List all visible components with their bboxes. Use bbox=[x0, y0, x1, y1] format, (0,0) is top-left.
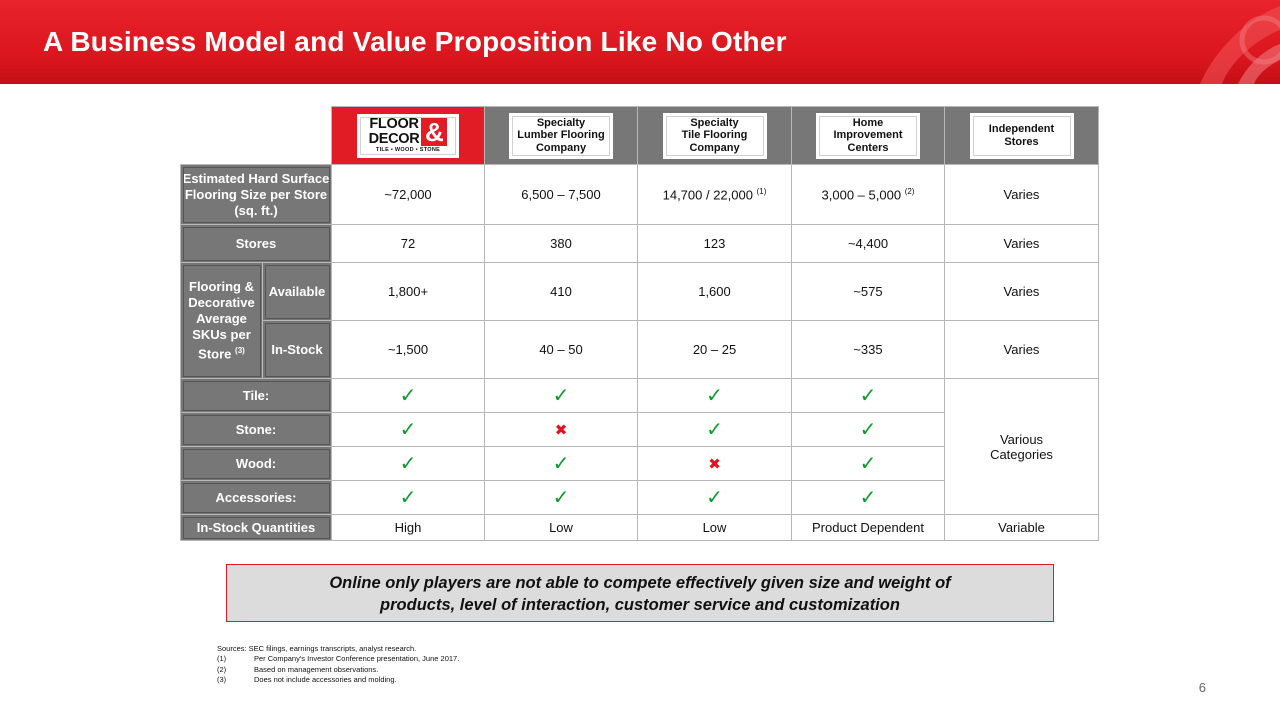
logo-floor-text: FLOOR bbox=[369, 116, 419, 133]
instock-value: 40 – 50 bbox=[485, 321, 638, 379]
row-skus-available bbox=[181, 263, 1099, 321]
logo-decor-text: DECOR bbox=[368, 130, 420, 147]
header-lumber-line3: Company bbox=[535, 141, 587, 154]
title-banner bbox=[0, 0, 1280, 84]
stores-value: 72 bbox=[332, 225, 485, 263]
row-label-stone: Stone: bbox=[181, 413, 332, 447]
accessories-mark-cell bbox=[332, 481, 485, 515]
checkmark-icon: ✓ bbox=[552, 486, 570, 509]
row-stores bbox=[181, 225, 1099, 263]
footnote-number: (2) bbox=[217, 664, 227, 674]
footnote-marker: (1) bbox=[756, 186, 767, 196]
logo-ampersand: & bbox=[421, 118, 447, 146]
size-value-text: 3,000 – 5,000 bbox=[821, 187, 902, 203]
decorative-swoosh-graphic bbox=[1160, 0, 1280, 84]
row-skus-instock bbox=[181, 321, 1099, 379]
wood-mark-cell bbox=[638, 447, 792, 481]
size-value-tile bbox=[638, 165, 792, 225]
footnote-marker: (3) bbox=[235, 345, 245, 355]
skus-label-line1: Flooring & bbox=[189, 278, 254, 294]
stores-value: 123 bbox=[638, 225, 792, 263]
tile-mark-cell bbox=[792, 379, 945, 413]
page-title: A Business Model and Value Proposition Like No Other bbox=[43, 26, 787, 57]
size-value-text: Varies bbox=[1003, 187, 1040, 202]
available-value: 410 bbox=[485, 263, 638, 321]
accessories-mark-cell bbox=[638, 481, 792, 515]
size-value-lumber bbox=[485, 165, 638, 225]
callout-line1: Online only players are not able to compete effectively given size and weight of bbox=[329, 574, 951, 592]
checkmark-icon: ✓ bbox=[706, 486, 723, 509]
size-value-home bbox=[792, 165, 945, 225]
footnote-text: Per Company's Investor Conference presentation, June 2017. bbox=[254, 654, 460, 664]
size-value-text: 6,500 – 7,500 bbox=[521, 187, 601, 202]
instock-value: ~335 bbox=[792, 321, 945, 379]
instock-value: ~1,500 bbox=[332, 321, 485, 379]
various-text: Various bbox=[999, 431, 1044, 447]
accessories-mark-cell bbox=[792, 481, 945, 515]
checkmark-icon: ✓ bbox=[399, 384, 417, 407]
tile-mark-cell bbox=[638, 379, 792, 413]
checkmark-icon: ✓ bbox=[859, 486, 877, 509]
row-label-accessories: Accessories: bbox=[181, 481, 332, 515]
header-tile-box bbox=[663, 113, 767, 159]
header-tile-line1: Specialty bbox=[690, 116, 739, 129]
header-home-line2: Improvement bbox=[833, 129, 903, 142]
row-flooring-size bbox=[181, 165, 1099, 225]
floor-decor-logo-box bbox=[357, 114, 459, 158]
header-independent-line1: Independent bbox=[988, 123, 1055, 135]
row-label-tile: Tile: bbox=[181, 379, 332, 413]
header-independent bbox=[945, 107, 1099, 165]
size-value-floor-decor bbox=[332, 165, 485, 225]
tile-mark-cell bbox=[332, 379, 485, 413]
header-home-box bbox=[816, 113, 920, 159]
stores-value: ~4,400 bbox=[792, 225, 945, 263]
cross-icon: ✖ bbox=[708, 455, 721, 473]
size-label-line3: (sq. ft.) bbox=[234, 202, 278, 218]
checkmark-icon: ✓ bbox=[399, 418, 417, 441]
cross-icon: ✖ bbox=[554, 421, 568, 439]
header-independent-box bbox=[970, 113, 1074, 159]
categories-text: Categories bbox=[990, 446, 1053, 462]
header-tile-line3: Company bbox=[689, 141, 740, 154]
checkmark-icon: ✓ bbox=[399, 486, 417, 509]
checkmark-icon: ✓ bbox=[859, 452, 877, 475]
quantities-value: Low bbox=[485, 515, 638, 541]
header-lumber-line2: Lumber Flooring bbox=[517, 129, 605, 142]
instock-value: 20 – 25 bbox=[638, 321, 792, 379]
skus-label-line4: SKUs per bbox=[192, 326, 251, 342]
footnote-number: (3) bbox=[217, 674, 227, 684]
checkmark-icon: ✓ bbox=[706, 418, 723, 441]
size-label-line2: Flooring Size per Store bbox=[184, 186, 328, 202]
page-number: 6 bbox=[1198, 680, 1206, 695]
tile-mark-cell bbox=[485, 379, 638, 413]
stores-value: 380 bbox=[485, 225, 638, 263]
stone-mark-cell bbox=[485, 413, 638, 447]
header-lumber-box bbox=[509, 113, 613, 159]
row-label-flooring-size bbox=[181, 165, 332, 225]
stone-mark-cell bbox=[792, 413, 945, 447]
quantities-value: Variable bbox=[945, 515, 1099, 541]
stone-mark-cell bbox=[332, 413, 485, 447]
row-label-skus-group bbox=[181, 263, 263, 379]
checkmark-icon: ✓ bbox=[552, 452, 570, 475]
footnote-item bbox=[217, 654, 459, 664]
checkmark-icon: ✓ bbox=[859, 384, 877, 407]
skus-label-line3: Average bbox=[196, 310, 247, 326]
skus-label-line5: Store bbox=[198, 346, 232, 362]
footnote-text: Does not include accessories and molding. bbox=[254, 674, 397, 684]
header-blank-cell bbox=[181, 107, 332, 165]
checkmark-icon: ✓ bbox=[399, 452, 417, 475]
header-independent-line2: Stores bbox=[1004, 135, 1039, 148]
size-value-text: 14,700 / 22,000 bbox=[662, 187, 753, 203]
callout-line2: products, level of interaction, customer service and customization bbox=[380, 596, 900, 614]
footnote-item bbox=[217, 675, 459, 685]
checkmark-icon: ✓ bbox=[706, 384, 723, 407]
floor-decor-logo bbox=[369, 117, 448, 154]
header-tile bbox=[638, 107, 792, 165]
header-home-line3: Centers bbox=[847, 141, 889, 154]
row-label-available: Available bbox=[263, 263, 332, 321]
header-home-improvement bbox=[792, 107, 945, 165]
footnote-sources: Sources: SEC filings, earnings transcripts, analyst research. bbox=[217, 644, 417, 653]
skus-label-line2: Decorative bbox=[188, 294, 255, 310]
size-label-line1: Estimated Hard Surface bbox=[182, 170, 330, 186]
various-categories-cell bbox=[945, 379, 1099, 515]
footnote-text: Based on management observations. bbox=[254, 664, 379, 674]
footnotes bbox=[217, 644, 459, 685]
available-value: 1,600 bbox=[638, 263, 792, 321]
quantities-value: Low bbox=[638, 515, 792, 541]
footnote-marker: (2) bbox=[904, 186, 915, 196]
header-home-line1: Home bbox=[852, 116, 884, 129]
size-value-independent bbox=[945, 165, 1099, 225]
header-tile-line2: Tile Flooring bbox=[681, 129, 748, 142]
comparison-table bbox=[180, 106, 1099, 541]
quantities-value: High bbox=[332, 515, 485, 541]
header-row bbox=[181, 107, 1099, 165]
row-label-instock: In-Stock bbox=[263, 321, 332, 379]
accessories-mark-cell bbox=[485, 481, 638, 515]
checkmark-icon: ✓ bbox=[552, 384, 570, 407]
instock-value: Varies bbox=[945, 321, 1099, 379]
available-value: ~575 bbox=[792, 263, 945, 321]
header-lumber bbox=[485, 107, 638, 165]
header-lumber-line1: Specialty bbox=[536, 116, 586, 129]
row-tile bbox=[181, 379, 1099, 413]
row-label-wood: Wood: bbox=[181, 447, 332, 481]
footnote-number: (1) bbox=[217, 654, 227, 664]
callout-box bbox=[226, 564, 1054, 622]
wood-mark-cell bbox=[792, 447, 945, 481]
stores-value: Varies bbox=[945, 225, 1099, 263]
row-label-instock-quantities: In-Stock Quantities bbox=[181, 515, 332, 541]
available-value: 1,800+ bbox=[332, 263, 485, 321]
logo-tagline: TILE • WOOD • STONE bbox=[375, 147, 441, 154]
wood-mark-cell bbox=[485, 447, 638, 481]
size-value-text: ~72,000 bbox=[384, 187, 432, 202]
quantities-value: Product Dependent bbox=[792, 515, 945, 541]
header-floor-decor bbox=[332, 107, 485, 165]
available-value: Varies bbox=[945, 263, 1099, 321]
wood-mark-cell bbox=[332, 447, 485, 481]
row-instock-quantities bbox=[181, 515, 1099, 541]
row-label-stores: Stores bbox=[181, 225, 332, 263]
footnote-item bbox=[217, 665, 459, 675]
checkmark-icon: ✓ bbox=[859, 418, 877, 441]
stone-mark-cell bbox=[638, 413, 792, 447]
